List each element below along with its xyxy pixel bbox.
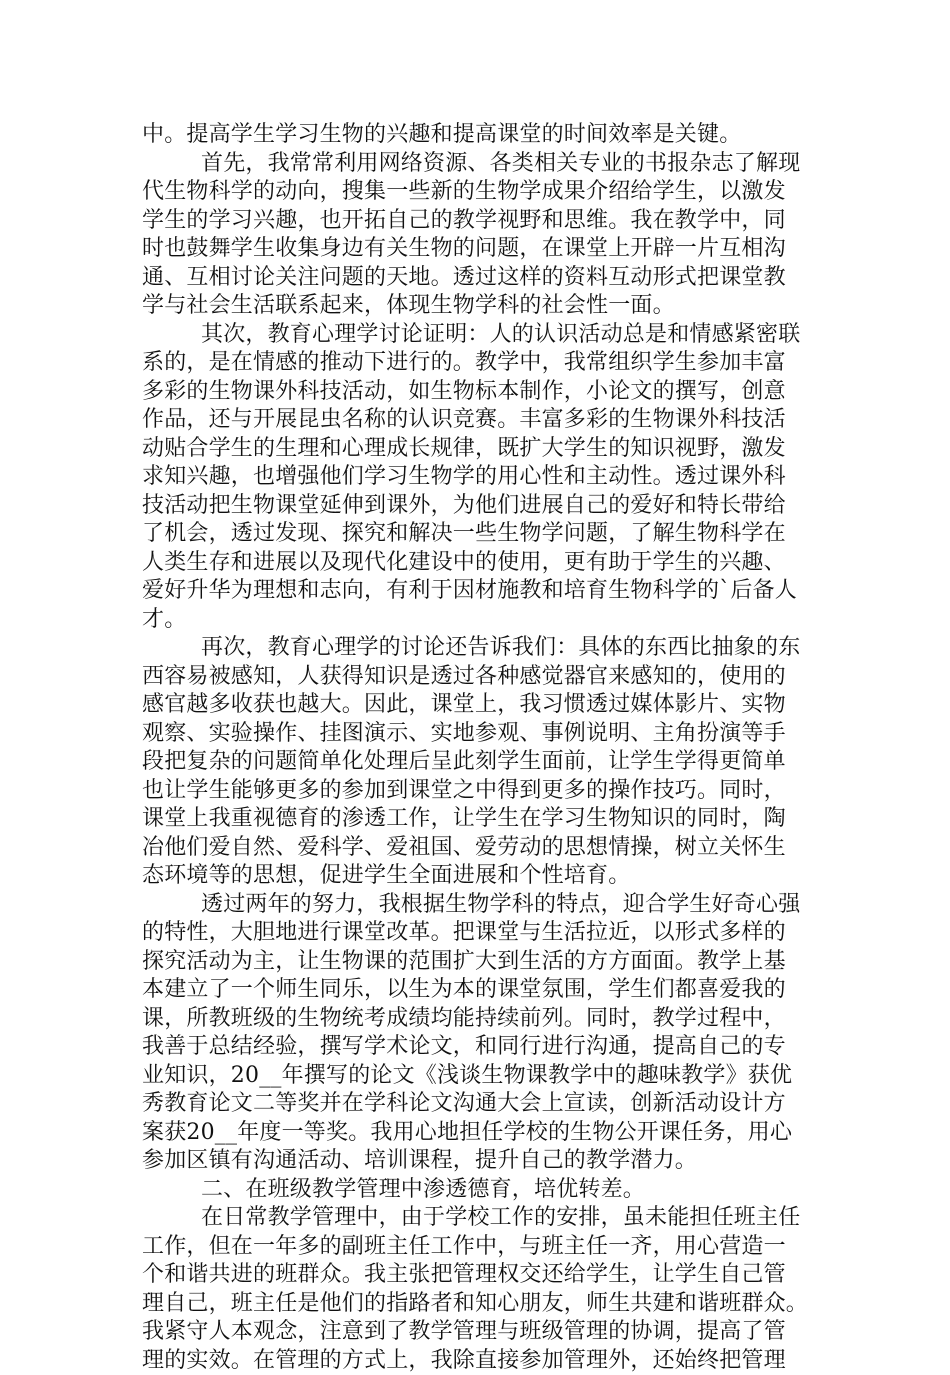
text-line: 本建立了一个师生同乐，以生为本的课堂氛围，学生们都喜爱我的 <box>142 976 812 1005</box>
text-line: 我善于总结经验，撰写学术论文，和同行进行沟通，提高自己的专 <box>142 1033 812 1062</box>
text-line: 工作，但在一年多的副班主任工作中，与班主任一齐，用心营造一 <box>142 1233 812 1262</box>
document-page <box>142 121 812 1375</box>
text-line: 态环境等的思想，促进学生全面进展和个性培育。 <box>142 862 812 891</box>
text-line: 感官越多收获也越大。因此，课堂上，我习惯透过媒体影片、实物 <box>142 691 812 720</box>
text-line: 我紧守人本观念，注意到了教学管理与班级管理的协调，提高了管 <box>142 1318 812 1347</box>
text-line: 段把复杂的问题简单化处理后呈此刻学生面前，让学生学得更简单 <box>142 748 812 777</box>
text-line: 学生的学习兴趣，也开拓自己的教学视野和思维。我在教学中，同 <box>142 207 812 236</box>
text-line: 课，所教班级的生物统考成绩均能持续前列。同时，教学过程中， <box>142 1005 812 1034</box>
text-line: 爱好升华为理想和志向，有利于因材施教和培育生物科学的`后备人 <box>142 577 812 606</box>
paragraph-first-line: 其次，教育心理学讨论证明：人的认识活动总是和情感紧密联 <box>142 321 812 350</box>
text-line: 的特性，大胆地进行课堂改革。把课堂与生活拉近，以形式多样的 <box>142 919 812 948</box>
text-line: 学与社会生活联系起来，体现生物学科的社会性一面。 <box>142 292 812 321</box>
paragraph-first-line: 再次，教育心理学的讨论还告诉我们：具体的东西比抽象的东 <box>142 634 812 663</box>
text-line: 案获20__年度一等奖。我用心地担任学校的生物公开课任务，用心 <box>142 1119 812 1148</box>
text-line: 时也鼓舞学生收集身边有关生物的问题，在课堂上开辟一片互相沟 <box>142 235 812 264</box>
section-heading: 二、在班级教学管理中渗透德育，培优转差。 <box>142 1176 812 1205</box>
text-line: 观察、实验操作、挂图演示、实地参观、事例说明、主角扮演等手 <box>142 720 812 749</box>
text-line: 人类生存和进展以及现代化建设中的使用，更有助于学生的兴趣、 <box>142 549 812 578</box>
text-line: 系的，是在情感的推动下进行的。教学中，我常组织学生参加丰富 <box>142 349 812 378</box>
text-line: 西容易被感知，人获得知识是透过各种感觉器官来感知的，使用的 <box>142 663 812 692</box>
text-line: 代生物科学的动向，搜集一些新的生物学成果介绍给学生，以激发 <box>142 178 812 207</box>
text-line: 课堂上我重视德育的渗透工作，让学生在学习生物知识的同时，陶 <box>142 805 812 834</box>
text-line: 也让学生能够更多的参加到课堂之中得到更多的操作技巧。同时， <box>142 777 812 806</box>
text-line: 通、互相讨论关注问题的天地。透过这样的资料互动形式把课堂教 <box>142 264 812 293</box>
text-line: 了机会，透过发现、探究和解决一些生物学问题，了解生物科学在 <box>142 520 812 549</box>
paragraph-first-line: 在日常教学管理中，由于学校工作的安排，虽未能担任班主任 <box>142 1204 812 1233</box>
text-line: 作品，还与开展昆虫名称的认识竞赛。丰富多彩的生物课外科技活 <box>142 406 812 435</box>
text-line: 冶他们爱自然、爱科学、爱祖国、爱劳动的思想情操，树立关怀生 <box>142 834 812 863</box>
text-line: 理自己，班主任是他们的指路者和知心朋友，师生共建和谐班群众。 <box>142 1290 812 1319</box>
text-line: 秀教育论文二等奖并在学科论文沟通大会上宣读，创新活动设计方 <box>142 1090 812 1119</box>
text-line: 技活动把生物课堂延伸到课外，为他们进展自己的爱好和特长带给 <box>142 492 812 521</box>
text-line: 参加区镇有沟通活动、培训课程，提升自己的教学潜力。 <box>142 1147 812 1176</box>
text-line: 动贴合学生的生理和心理成长规律，既扩大学生的知识视野，激发 <box>142 435 812 464</box>
text-line: 多彩的生物课外科技活动，如生物标本制作，小论文的撰写，创意 <box>142 378 812 407</box>
text-line: 才。 <box>142 606 812 635</box>
text-line: 中。提高学生学习生物的兴趣和提高课堂的时间效率是关键。 <box>142 121 812 150</box>
text-line: 求知兴趣，也增强他们学习生物学的用心性和主动性。透过课外科 <box>142 463 812 492</box>
paragraph-first-line: 首先，我常常利用网络资源、各类相关专业的书报杂志了解现 <box>142 150 812 179</box>
paragraph-first-line: 透过两年的努力，我根据生物学科的特点，迎合学生好奇心强 <box>142 891 812 920</box>
text-line: 业知识，20__年撰写的论文《浅谈生物课教学中的趣味教学》获优 <box>142 1062 812 1091</box>
text-line: 理的实效。在管理的方式上，我除直接参加管理外，还始终把管理 <box>142 1347 812 1375</box>
text-line: 探究活动为主，让生物课的范围扩大到生活的方方面面。教学上基 <box>142 948 812 977</box>
text-line: 个和谐共进的班群众。我主张把管理权交还给学生，让学生自己管 <box>142 1261 812 1290</box>
